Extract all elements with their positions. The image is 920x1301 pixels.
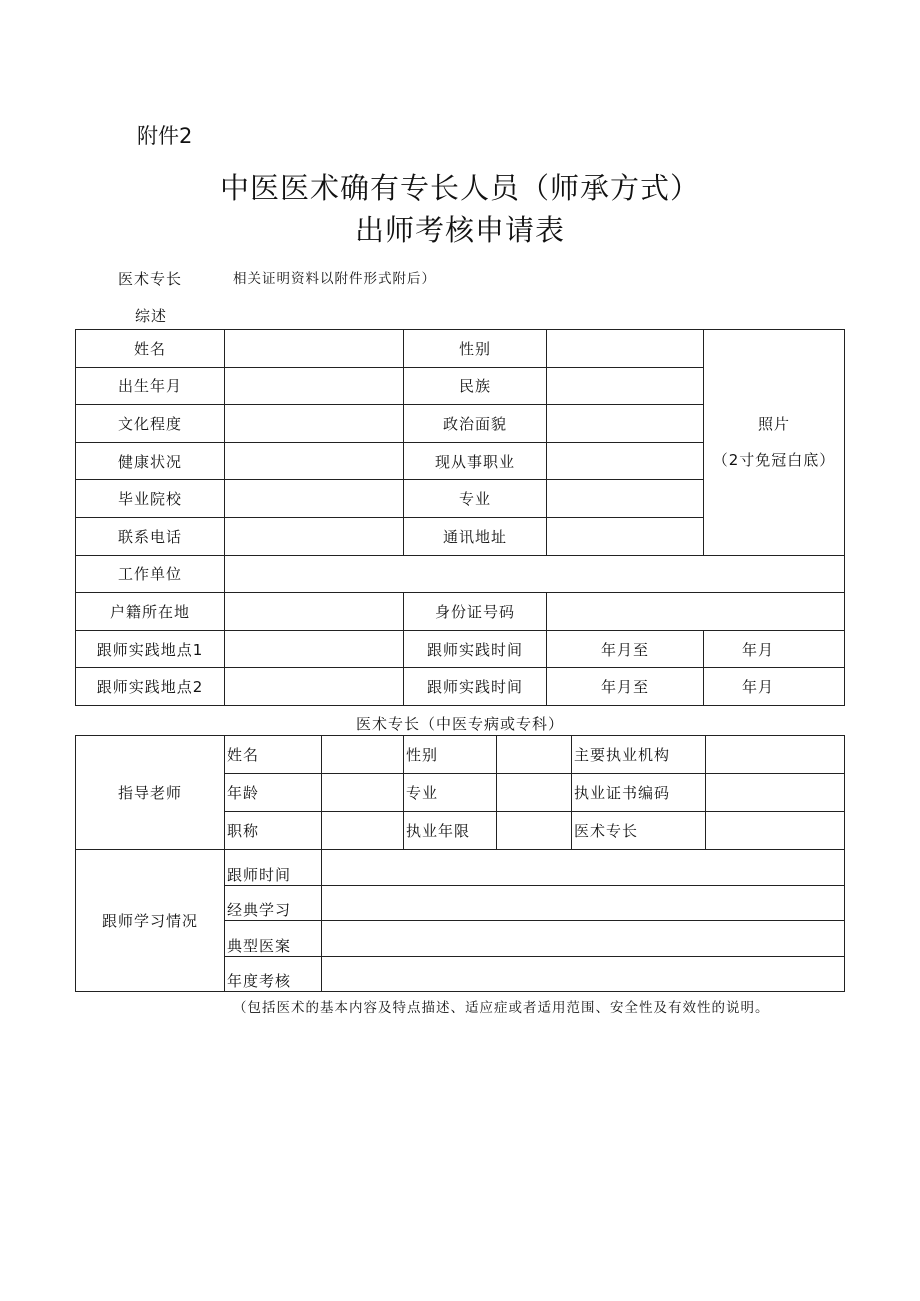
political-status-label: 政治面貌 <box>404 405 547 443</box>
gender-label: 性别 <box>404 330 547 368</box>
education-label: 文化程度 <box>76 405 225 443</box>
education-field[interactable] <box>225 405 404 443</box>
teacher-title-label: 职称 <box>225 812 322 850</box>
cases-field[interactable] <box>322 921 845 957</box>
teacher-group-label: 指导老师 <box>76 736 225 850</box>
birth-label: 出生年月 <box>76 367 225 405</box>
teacher-title-field[interactable] <box>322 812 404 850</box>
political-status-field[interactable] <box>547 405 704 443</box>
practice-time-1-to[interactable]: 年月 <box>704 630 845 668</box>
teacher-license-field[interactable] <box>706 774 845 812</box>
study-time-field[interactable] <box>322 850 845 886</box>
id-number-field[interactable] <box>547 593 845 631</box>
practice-place-2-field[interactable] <box>225 668 404 706</box>
photo-label: 照片 <box>757 415 790 434</box>
practice-time-1-label: 跟师实践时间 <box>404 630 547 668</box>
teacher-specialty-label: 医术专长 <box>572 812 706 850</box>
household-field[interactable] <box>225 593 404 631</box>
health-label: 健康状况 <box>76 442 225 480</box>
household-label: 户籍所在地 <box>76 593 225 631</box>
teacher-major-field[interactable] <box>497 774 572 812</box>
teacher-major-label: 专业 <box>404 774 497 812</box>
school-field[interactable] <box>225 480 404 518</box>
practice-place-1-label: 跟师实践地点1 <box>76 630 225 668</box>
work-unit-field[interactable] <box>225 555 845 593</box>
cases-label: 典型医案 <box>225 921 322 957</box>
teacher-study-table <box>75 735 845 992</box>
summary-label: 综述 <box>135 307 168 325</box>
annual-field[interactable] <box>322 956 845 992</box>
practice-place-2-label: 跟师实践地点2 <box>76 668 225 706</box>
practice-time-1-from[interactable]: 年月至 <box>547 630 704 668</box>
classics-label: 经典学习 <box>225 885 322 921</box>
teacher-age-field[interactable] <box>322 774 404 812</box>
major-label: 专业 <box>404 480 547 518</box>
ethnicity-label: 民族 <box>404 367 547 405</box>
phone-label: 联系电话 <box>76 517 225 555</box>
study-time-label: 跟师时间 <box>225 850 322 886</box>
birth-field[interactable] <box>225 367 404 405</box>
current-job-label: 现从事职业 <box>404 442 547 480</box>
teacher-gender-field[interactable] <box>497 736 572 774</box>
practice-time-2-to[interactable]: 年月 <box>704 668 845 706</box>
id-number-label: 身份证号码 <box>404 593 547 631</box>
current-job-field[interactable] <box>547 442 704 480</box>
specialty-summary-label: 医术专长 <box>118 270 183 288</box>
study-group-label: 跟师学习情况 <box>76 850 225 992</box>
ethnicity-field[interactable] <box>547 367 704 405</box>
page-subtitle: 出师考核申请表 <box>354 213 565 247</box>
address-field[interactable] <box>547 517 704 555</box>
teacher-institution-label: 主要执业机构 <box>572 736 706 774</box>
teacher-specialty-field[interactable] <box>706 812 845 850</box>
page-title: 中医医术确有专长人员（师承方式） <box>219 171 700 205</box>
practice-time-2-label: 跟师实践时间 <box>404 668 547 706</box>
footer-note: （包括医术的基本内容及特点描述、适应症或者适用范围、安全性及有效性的说明。 <box>233 1000 770 1016</box>
attachment-note: 相关证明资料以附件形式附后） <box>233 271 436 287</box>
practice-time-2-from[interactable]: 年月至 <box>547 668 704 706</box>
specialty-caption: 医术专长（中医专病或专科） <box>355 715 564 733</box>
teacher-years-label: 执业年限 <box>404 812 497 850</box>
teacher-name-field[interactable] <box>322 736 404 774</box>
applicant-info-table <box>75 329 845 706</box>
teacher-license-label: 执业证书编码 <box>572 774 706 812</box>
teacher-institution-field[interactable] <box>706 736 845 774</box>
photo-box[interactable] <box>704 330 845 556</box>
teacher-name-label: 姓名 <box>225 736 322 774</box>
attachment-label: 附件2 <box>137 124 193 148</box>
classics-field[interactable] <box>322 885 845 921</box>
name-label: 姓名 <box>76 330 225 368</box>
address-label: 通讯地址 <box>404 517 547 555</box>
teacher-age-label: 年龄 <box>225 774 322 812</box>
teacher-years-field[interactable] <box>497 812 572 850</box>
photo-note: （2寸免冠白底） <box>712 451 836 470</box>
annual-label: 年度考核 <box>225 956 322 992</box>
major-field[interactable] <box>547 480 704 518</box>
health-field[interactable] <box>225 442 404 480</box>
practice-place-1-field[interactable] <box>225 630 404 668</box>
school-label: 毕业院校 <box>76 480 225 518</box>
teacher-gender-label: 性别 <box>404 736 497 774</box>
gender-field[interactable] <box>547 330 704 368</box>
phone-field[interactable] <box>225 517 404 555</box>
name-field[interactable] <box>225 330 404 368</box>
work-unit-label: 工作单位 <box>76 555 225 593</box>
